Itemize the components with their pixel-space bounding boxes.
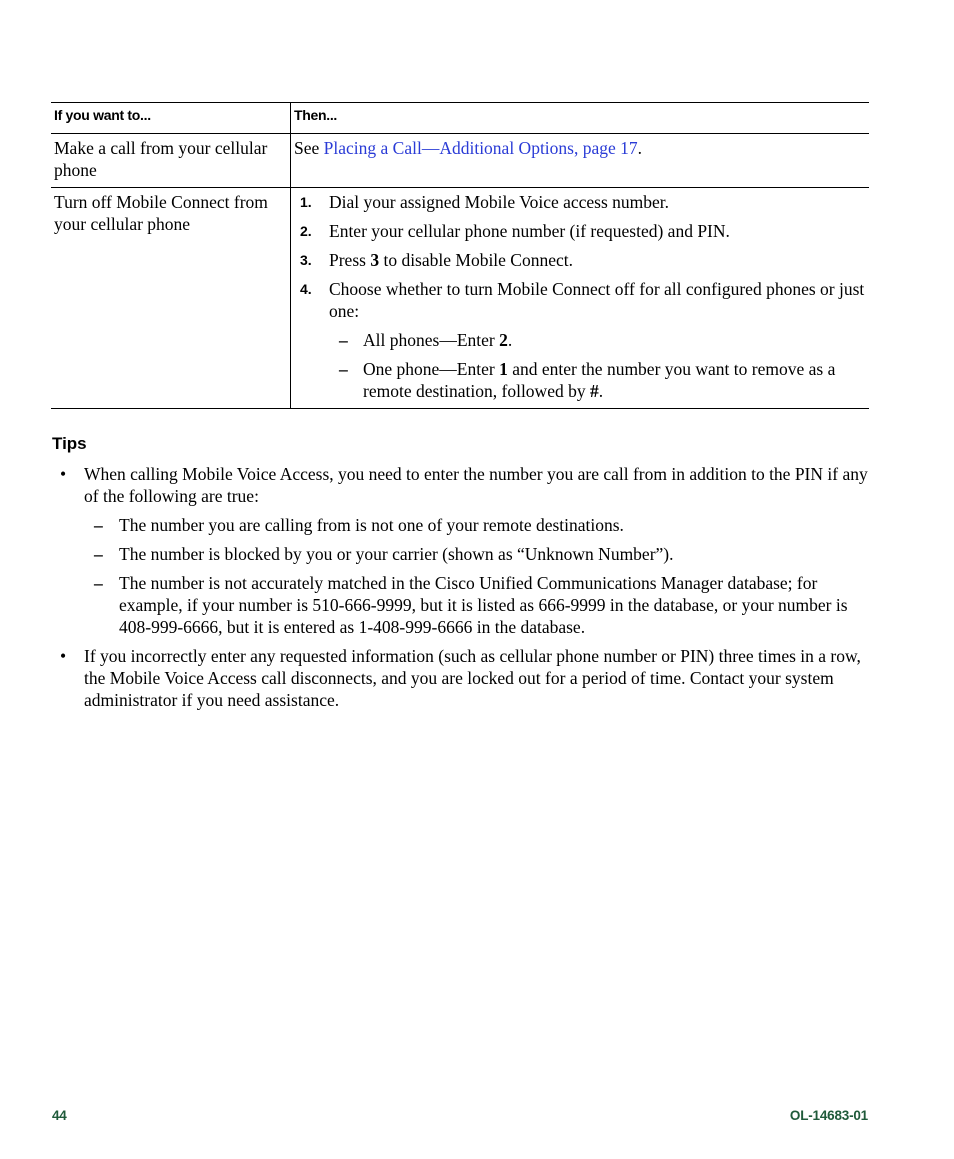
step-key: 3: [370, 250, 380, 270]
sub-options-list: [329, 329, 865, 402]
step-item: [294, 220, 865, 242]
sub-option-text: All phones—Enter: [363, 330, 500, 350]
dash-marker: –: [339, 330, 348, 350]
tip-item: [52, 645, 870, 711]
table-row: [51, 188, 869, 409]
table-header-row: [51, 103, 869, 134]
row-action-make-call: Make a call from your cellular phone: [51, 134, 291, 188]
steps-list: [294, 191, 865, 402]
tip-sub-item: [84, 572, 870, 638]
sub-option-text: .: [507, 330, 513, 350]
step-item: [294, 191, 865, 213]
tip-sub-text: The number you are calling from is not one of your remote destinations.: [119, 515, 624, 535]
sub-option-key: 1: [499, 359, 508, 379]
sub-option-text: and enter the number you want to remove as a remote destination, followed by: [363, 359, 836, 401]
see-text: See: [294, 138, 324, 158]
sub-option-key: #: [589, 381, 599, 401]
action-table: [51, 102, 869, 409]
header-if-you-want-to: If you want to...: [51, 103, 291, 134]
tip-sub-list: [84, 514, 870, 638]
row-action-turn-off: Turn off Mobile Connect from your cellular phone: [51, 188, 291, 409]
tip-sub-text: The number is not accurately matched in the Cisco Unified Communications Manager database; for example, if your number is 510-666-9999, but it is listed as 666-9999 in the database, or your number is 408-999-6666, but it is entered as 1-408-999-6666 in the database.: [119, 573, 848, 637]
period-text: .: [637, 138, 643, 158]
dash-marker: –: [94, 573, 103, 593]
dash-marker: –: [339, 359, 348, 379]
sub-option-key: 2: [499, 330, 508, 350]
page-number: 44: [52, 1108, 67, 1123]
table-row: [51, 134, 869, 188]
dash-marker: –: [94, 544, 103, 564]
step-number: 1.: [300, 194, 312, 210]
step-number: 3.: [300, 252, 312, 268]
step-text: Press: [329, 250, 371, 270]
sub-option: [329, 329, 865, 351]
dash-marker: –: [94, 515, 103, 535]
document-id: OL-14683-01: [789, 1108, 868, 1123]
tip-sub-text: The number is blocked by you or your carrier (shown as “Unknown Number”).: [119, 544, 674, 564]
step-text: to disable Mobile Connect.: [379, 250, 574, 270]
step-text: Choose whether to turn Mobile Connect off for all configured phones or just one:: [329, 279, 865, 321]
step-text: Enter your cellular phone number (if requested) and PIN.: [329, 221, 730, 241]
bullet-marker: •: [60, 464, 67, 484]
row-result-turn-off: [291, 188, 870, 409]
tip-sub-item: [84, 514, 870, 536]
sub-option: [329, 358, 865, 402]
tips-list: [52, 463, 870, 718]
bullet-marker: •: [60, 646, 67, 666]
tip-text: When calling Mobile Voice Access, you need to enter the number you are call from in addition to the PIN if any of the following are true:: [84, 464, 868, 506]
step-number: 2.: [300, 223, 312, 239]
tip-text: If you incorrectly enter any requested information (such as cellular phone number or PIN) three times in a row, the Mobile Voice Access call disconnects, and you are locked out for a period of time. Contact your system administrator if you need assistance.: [84, 646, 861, 710]
tip-sub-item: [84, 543, 870, 565]
row-result-make-call: [291, 134, 870, 188]
placing-a-call-link[interactable]: Placing a Call—Additional Options, page 17: [323, 138, 638, 158]
sub-option-text: One phone—Enter: [363, 359, 500, 379]
step-item: [294, 278, 865, 402]
step-text: Dial your assigned Mobile Voice access number.: [329, 192, 670, 212]
sub-option-text: .: [598, 381, 604, 401]
step-item: [294, 249, 865, 271]
step-number: 4.: [300, 281, 312, 297]
header-then: Then...: [291, 103, 870, 134]
tip-item: [52, 463, 870, 638]
tips-heading: Tips: [52, 434, 87, 453]
